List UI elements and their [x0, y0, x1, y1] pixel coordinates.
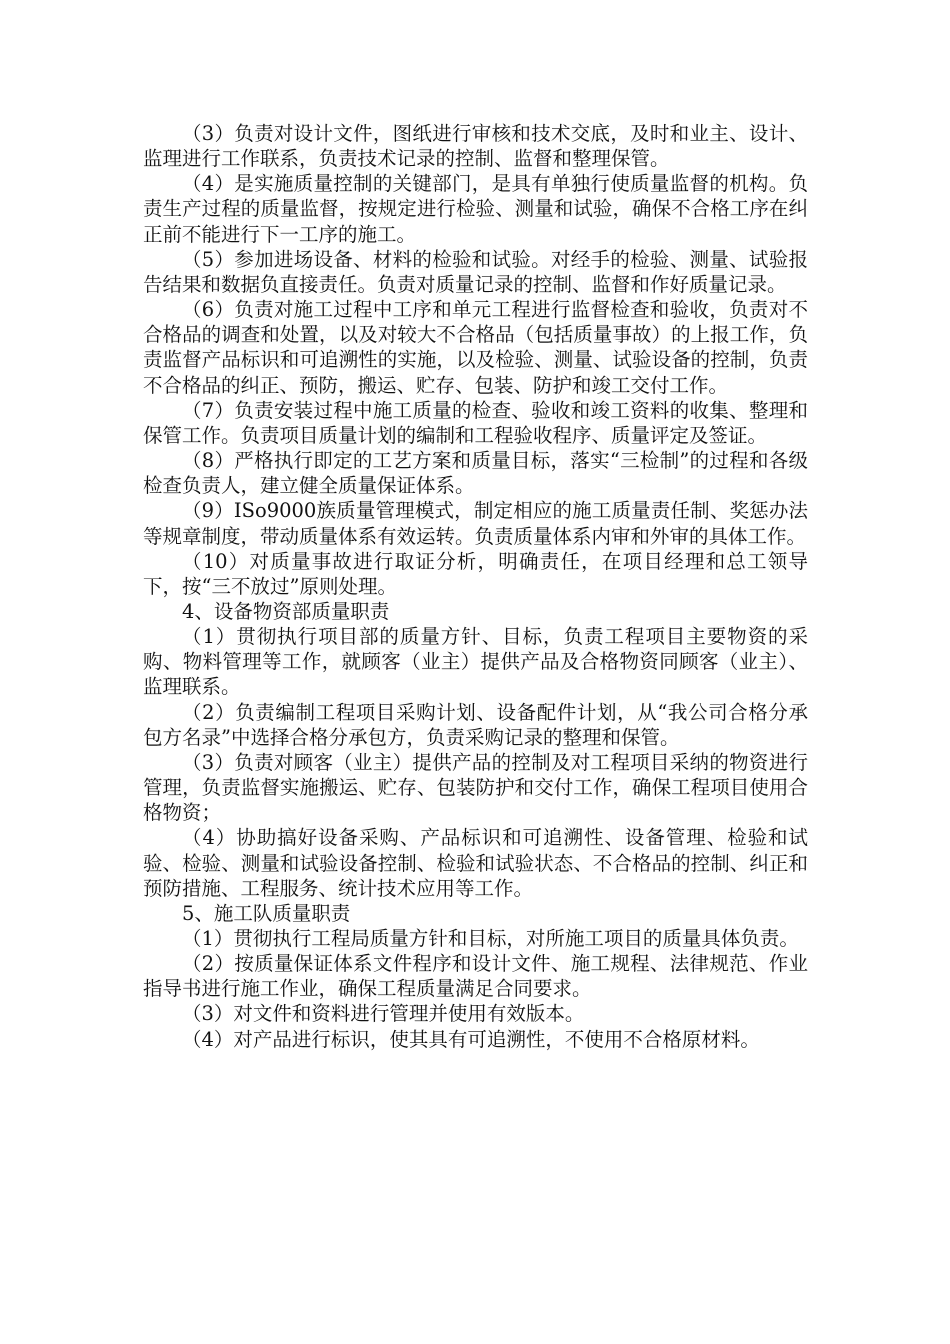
- document-body: [143, 121, 808, 1052]
- paragraph-item-9: （9）ISo9000族质量管理模式，制定相应的施工质量责任制、奖惩办法等规章制度，带动质量体系有效运转。负责质量体系内审和外审的具体工作。: [143, 499, 808, 548]
- paragraph-item-3: （3）负责对设计文件，图纸进行审核和技术交底，及时和业主、设计、监理进行工作联系，负责技术记录的控制、监督和整理保管。: [143, 122, 808, 171]
- paragraph-item-6: （6）负责对施工过程中工序和单元工程进行监督检查和验收，负责对不合格品的调查和处置，以及对较大不合格品（包括质量事故）的上报工作，负责监督产品标识和可追溯性的实施，以及检验、测量、试验设备的控制，负责不合格品的纠正、预防，搬运、贮存、包装、防护和竣工交付工作。: [143, 298, 808, 397]
- section-heading-construction-team: 5、施工队质量职责: [182, 901, 351, 925]
- paragraph-equipment-2: （2）负责编制工程项目采购计划、设备配件计划，从“我公司合格分承包方名录”中选择合格分承包方，负责采购记录的整理和保管。: [143, 700, 808, 749]
- paragraph-equipment-1: （1）贯彻执行项目部的质量方针、目标，负责工程项目主要物资的采购、物料管理等工作，就顾客（业主）提供产品及合格物资同顾客（业主）、监理联系。: [143, 625, 808, 699]
- paragraph-equipment-4: （4）协助搞好设备采购、产品标识和可追溯性、设备管理、检验和试验、检验、测量和试验设备控制、检验和试验状态、不合格品的控制、纠正和预防措施、工程服务、统计技术应用等工作。: [143, 826, 808, 900]
- paragraph-team-2: （2）按质量保证体系文件程序和设计文件、施工规程、法律规范、作业指导书进行施工作业，确保工程质量满足合同要求。: [143, 952, 808, 1001]
- paragraph-item-8: （8）严格执行即定的工艺方案和质量目标，落实“三检制”的过程和各级检查负责人，建立健全质量保证体系。: [143, 449, 808, 498]
- paragraph-team-1: （1）贯彻执行工程局质量方针和目标，对所施工项目的质量具体负责。: [182, 927, 799, 950]
- paragraph-item-4: （4）是实施质量控制的关键部门，是具有单独行使质量监督的机构。负责生产过程的质量监督，按规定进行检验、测量和试验，确保不合格工序在纠正前不能进行下一工序的施工。: [143, 172, 808, 246]
- paragraph-team-3: （3）对文件和资料进行管理并使用有效版本。: [182, 1002, 585, 1026]
- section-heading-equipment: 4、设备物资部质量职责: [182, 599, 390, 623]
- paragraph-item-7: （7）负责安装过程中施工质量的检查、验收和竣工资料的收集、整理和保管工作。负责项目质量计划的编制和工程验收程序、质量评定及签证。: [143, 398, 808, 447]
- paragraph-team-4: （4）对产品进行标识，使其具有可追溯性，不使用不合格原材料。: [182, 1027, 760, 1051]
- paragraph-item-10: （10）对质量事故进行取证分析，明确责任，在项目经理和总工领导下，按“三不放过”原则处理。: [143, 549, 808, 598]
- paragraph-item-5: （5）参加进场设备、材料的检验和试验。对经手的检验、测量、试验报告结果和数据负直接责任。负责对质量记录的控制、监督和作好质量记录。: [143, 247, 808, 296]
- paragraph-equipment-3: （3）负责对顾客（业主）提供产品的控制及对工程项目采纳的物资进行管理，负责监督实施搬运、贮存、包装防护和交付工作，确保工程项目使用合格物资；: [143, 750, 808, 825]
